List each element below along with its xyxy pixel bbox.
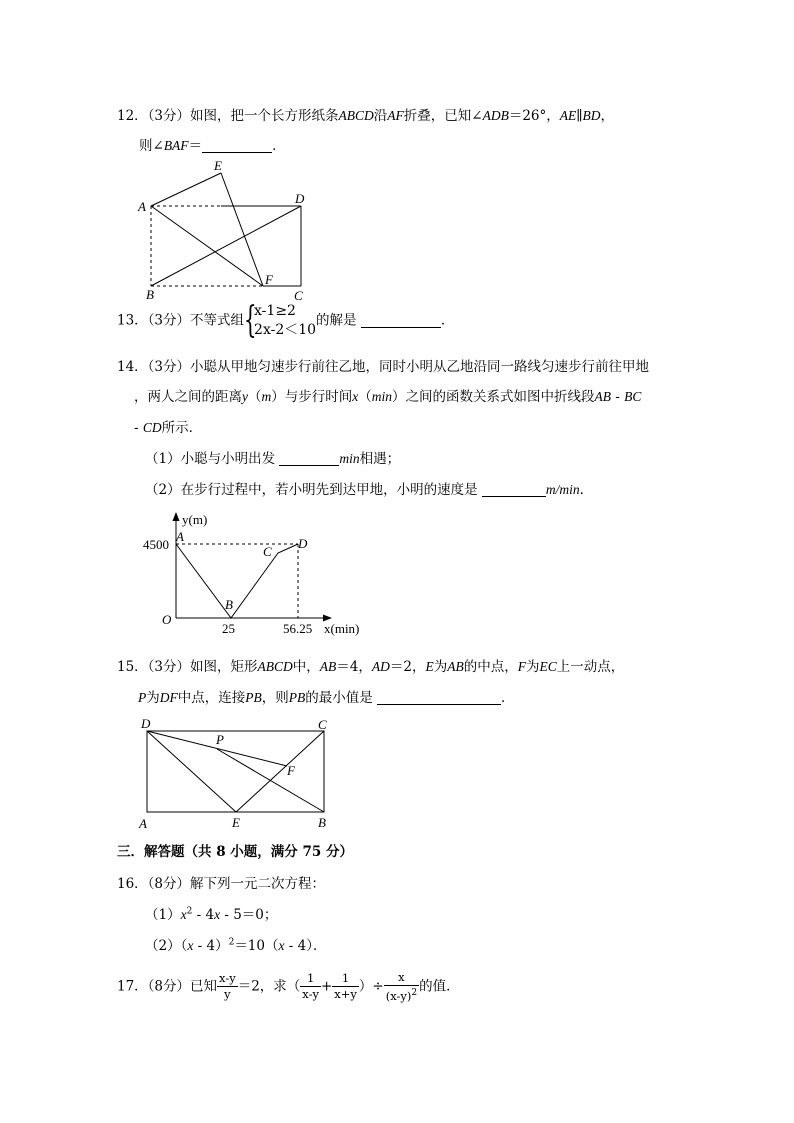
q16-sub2: （2）（x - 4）$^2$＝10（x - 4）． <box>145 937 327 954</box>
origin-label: O <box>162 612 172 627</box>
answer-blank-q14-1 <box>279 451 339 466</box>
fraction-2: $\frac{1}{x-y}$ <box>302 971 319 1002</box>
rect-label-e: E <box>232 815 240 830</box>
inequality-system: { x-1≥2 2x-2＜10 <box>244 300 317 341</box>
fraction-4: $\frac{x}{(x-y)^2}$ <box>385 970 418 1003</box>
point-label-a: A <box>138 199 146 214</box>
q16-sub1: $(1)x^2 - 4x - 5=0$； <box>145 906 278 923</box>
q12-line2: 则∠BAF＝ ． <box>139 138 286 154</box>
graph-point-b: B <box>225 597 233 612</box>
point-label-e: E <box>214 158 222 173</box>
point-label-b: B <box>146 287 154 302</box>
q17-line: 17．（8分）已知 $\frac{x-y}{y}$ ＝2，求（ $\frac{1}{x-y}$ + $\frac{1}{x+y}$ ）÷ $\frac{x}{(x-y)^2}$ 的值． <box>117 970 460 1003</box>
q14-line2: ，两人之间的距离y（m）与步行时间x（min）之间的函数关系式如图中折线段AB - BC <box>134 389 642 405</box>
rect-label-c: C <box>318 717 327 732</box>
graph-point-d: D <box>298 536 308 551</box>
rect-label-f: F <box>287 763 295 778</box>
fraction-3: $\frac{1}{x+y}$ <box>334 971 357 1002</box>
q14-line3: - CD所示． <box>134 420 203 436</box>
q14-line1: 14．（3分）小聪从甲地匀速步行前往乙地，同时小明从乙地沿同一路线匀速步行前往甲地 <box>117 359 650 375</box>
q14-sub1: （1）小聪与小明出发 min相遇； <box>145 451 401 467</box>
rect-label-p: P <box>216 732 224 747</box>
rect-label-b: B <box>318 815 326 830</box>
q16-title: 16．（8分）解下列一元二次方程： <box>117 876 326 892</box>
section-heading: 三．解答题（共 8 小题，满分 75 分） <box>117 844 353 860</box>
answer-blank-q12 <box>202 138 272 153</box>
y-axis-label: y(m) <box>182 512 208 527</box>
left-brace-icon: { <box>244 300 257 341</box>
x-tick-25: 25 <box>222 621 235 636</box>
fraction-1: $\frac{x-y}{y}$ <box>219 971 236 1002</box>
q15-figure <box>135 712 340 834</box>
graph-point-c: C <box>263 544 272 559</box>
q13-line: 13．（3分）不等式组 { x-1≥2 2x-2＜10 的解是 ． <box>117 300 455 341</box>
q14-graph <box>140 506 370 640</box>
answer-blank-q15 <box>377 690 501 705</box>
y-axis-arrow-icon <box>173 512 180 521</box>
point-label-c: C <box>294 288 303 303</box>
q15-line2: P为DF中点，连接PB，则PB的最小值是 ． <box>138 690 515 706</box>
x-axis-label: x(min) <box>324 621 360 636</box>
answer-blank-q14-2 <box>482 482 546 497</box>
rect-label-d: D <box>141 716 151 731</box>
point-label-d: D <box>295 191 305 206</box>
point-label-f: F <box>265 272 273 287</box>
q15-line1: 15．（3分）如图，矩形ABCD中，AB＝4，AD＝2，E为AB的中点，F为EC上一动点， <box>117 659 625 675</box>
answer-blank-q13 <box>361 313 441 328</box>
q14-sub2: （2）在步行过程中，若小明先到达甲地，小明的速度是 m/min． <box>145 482 594 498</box>
q12-figure <box>135 156 315 304</box>
graph-point-a: A <box>176 529 184 544</box>
x-tick-56-25: 56.25 <box>283 621 313 636</box>
q12-line1: 12．（3分）如图，把一个长方形纸条ABCD沿AF折叠，已知∠ADB＝26°，AE∥BD， <box>117 108 615 124</box>
y-tick-4500: 4500 <box>143 537 169 552</box>
rect-label-a: A <box>139 816 147 831</box>
